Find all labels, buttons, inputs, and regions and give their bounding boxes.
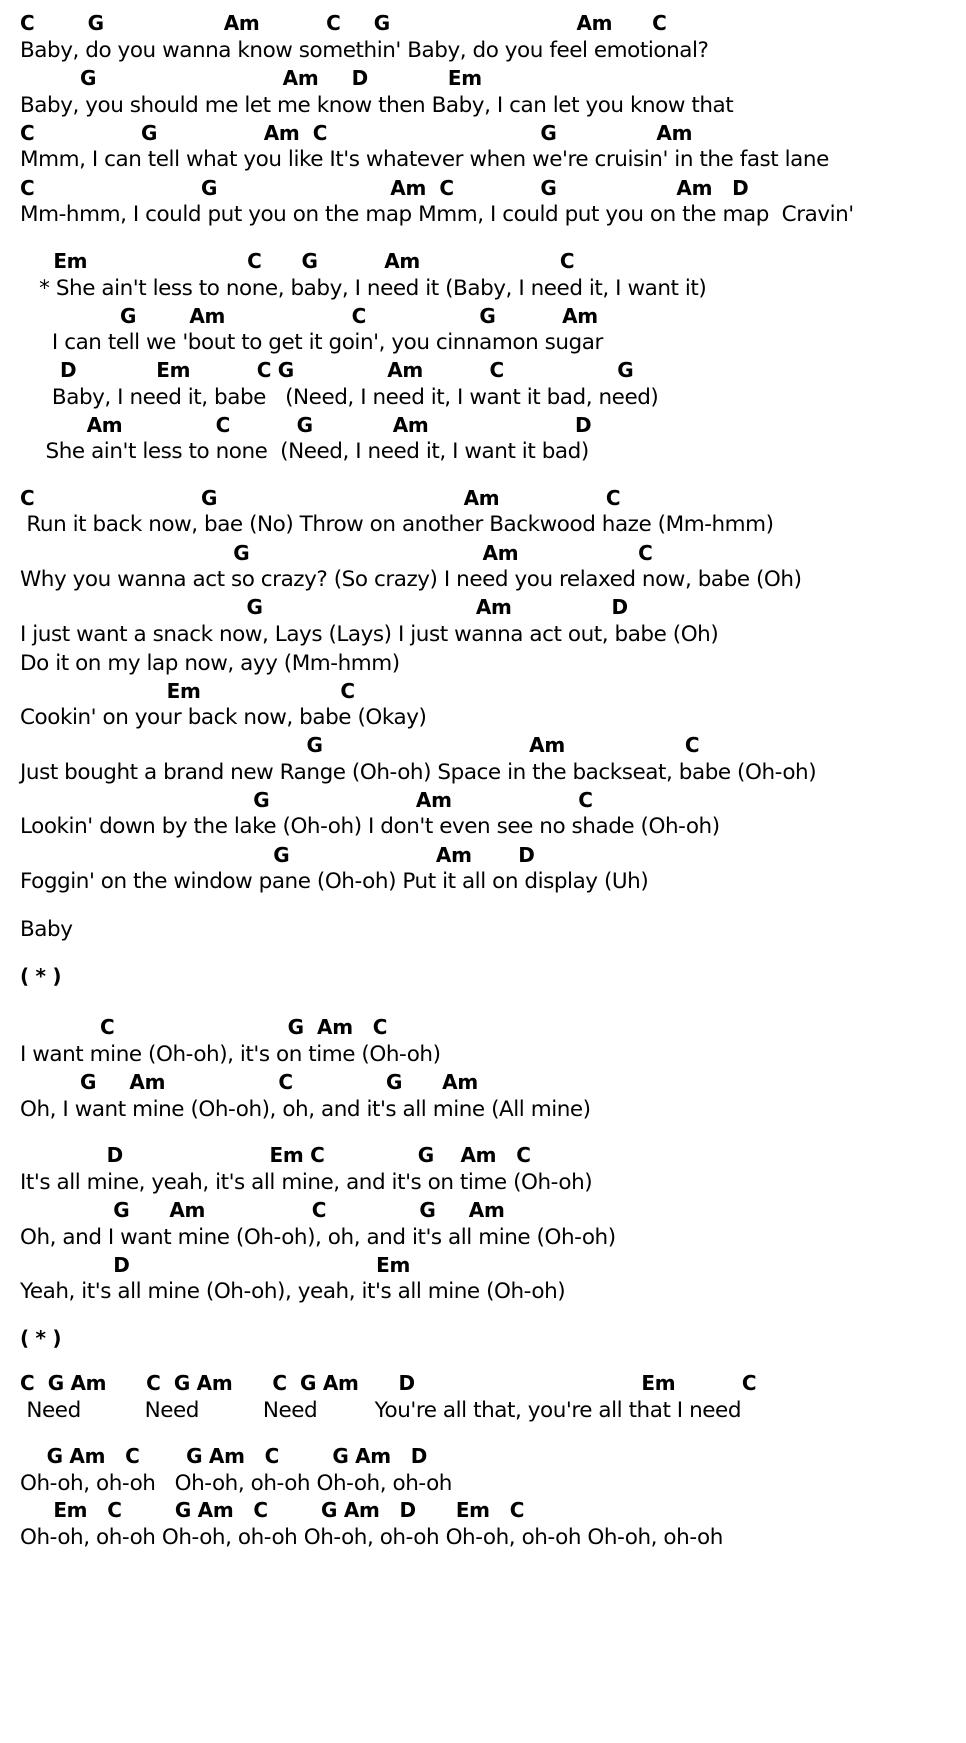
chord-line: G Am C G Am xyxy=(20,1070,478,1094)
lyric-line: I just want a snack now, Lays (Lays) I just wanna act out, babe (Oh) xyxy=(20,622,719,647)
lyric-line: Oh-oh, oh-oh Oh-oh, oh-oh Oh-oh, oh-oh Oh-oh, oh-oh Oh-oh, oh-oh xyxy=(20,1525,723,1550)
chord-line: C G Am C G Am C xyxy=(20,11,667,35)
chord-line: Em C G Am C G Am D Em C xyxy=(20,1498,525,1522)
chorus-marker: ( * ) xyxy=(20,1326,62,1350)
lyric-line: Baby, I need it, babe (Need, I need it, I want it bad, need) xyxy=(20,385,659,410)
chord-line: G Am C G Am xyxy=(20,1198,505,1222)
lyric-line: Oh, and I want mine (Oh-oh), oh, and it's all mine (Oh-oh) xyxy=(20,1225,616,1250)
chord-line: G Am C xyxy=(20,733,700,757)
lyric-line: Lookin' down by the lake (Oh-oh) I don't even see no shade (Oh-oh) xyxy=(20,814,720,839)
lyric-line: Cookin' on your back now, babe (Okay) xyxy=(20,705,427,730)
chorus-marker: ( * ) xyxy=(20,964,62,988)
lyric-line: Do it on my lap now, ayy (Mm-hmm) xyxy=(20,651,400,676)
lyric-line: Just bought a brand new Range (Oh-oh) Space in the backseat, babe (Oh-oh) xyxy=(20,760,817,785)
chord-line: D Em C G Am C G xyxy=(20,358,634,382)
lyric-line: Baby, you should me let me know then Baby, I can let you know that xyxy=(20,93,734,118)
chord-line: C G Am C G Am xyxy=(20,121,693,145)
chord-line: G Am D xyxy=(20,595,628,619)
lyric-line: Need Need Need You're all that, you're all that I need xyxy=(20,1398,742,1423)
lyric-line: Mm-hmm, I could put you on the map Mmm, I could put you on the map Cravin' xyxy=(20,202,854,227)
chord-line: D Em C G Am C xyxy=(20,1143,531,1167)
lyric-line: Oh-oh, oh-oh Oh-oh, oh-oh Oh-oh, oh-oh xyxy=(20,1471,452,1496)
lyric-line: Baby, do you wanna know somethin' Baby, do you feel emotional? xyxy=(20,38,709,63)
lyric-line: Why you wanna act so crazy? (So crazy) I need you relaxed now, babe (Oh) xyxy=(20,567,802,592)
chord-line: Em C xyxy=(20,679,355,703)
lyric-line: Oh, I want mine (Oh-oh), oh, and it's all mine (All mine) xyxy=(20,1097,591,1122)
lyric-line: Foggin' on the window pane (Oh-oh) Put it all on display (Uh) xyxy=(20,869,649,894)
chord-line: C G Am C G Am C G Am D Em C xyxy=(20,1371,757,1395)
chord-line: Am C G Am D xyxy=(20,413,592,437)
chord-line: G Am C G Am xyxy=(20,304,598,328)
chord-line: G Am D xyxy=(20,843,535,867)
lyric-line: Mmm, I can tell what you like It's whatever when we're cruisin' in the fast lane xyxy=(20,147,829,172)
chord-line: G Am C xyxy=(20,788,593,812)
lyric-line: Yeah, it's all mine (Oh-oh), yeah, it's all mine (Oh-oh) xyxy=(20,1279,566,1304)
chord-line: Em C G Am C xyxy=(20,249,575,273)
lyric-line: I can tell we 'bout to get it goin', you cinnamon sugar xyxy=(20,330,603,355)
chord-line: C G Am C xyxy=(20,486,621,510)
chord-line: G Am D Em xyxy=(20,66,482,90)
chord-line: G Am C G Am C G Am D xyxy=(20,1444,428,1468)
lyric-line: I want mine (Oh-oh), it's on time (Oh-oh) xyxy=(20,1042,441,1067)
chord-line: C G Am C xyxy=(20,1015,388,1039)
lyric-line: Run it back now, bae (No) Throw on another Backwood haze (Mm-hmm) xyxy=(20,512,774,537)
lyric-line: She ain't less to none (Need, I need it, I want it bad) xyxy=(20,439,589,464)
lyric-line: * She ain't less to none, baby, I need it (Baby, I need it, I want it) xyxy=(20,276,707,301)
chord-line: D Em xyxy=(20,1253,411,1277)
lyric-line: Baby xyxy=(20,917,73,942)
chord-line: G Am C xyxy=(20,541,653,565)
chord-line: C G Am C G Am D xyxy=(20,176,749,200)
lyric-line: It's all mine, yeah, it's all mine, and it's on time (Oh-oh) xyxy=(20,1170,593,1195)
